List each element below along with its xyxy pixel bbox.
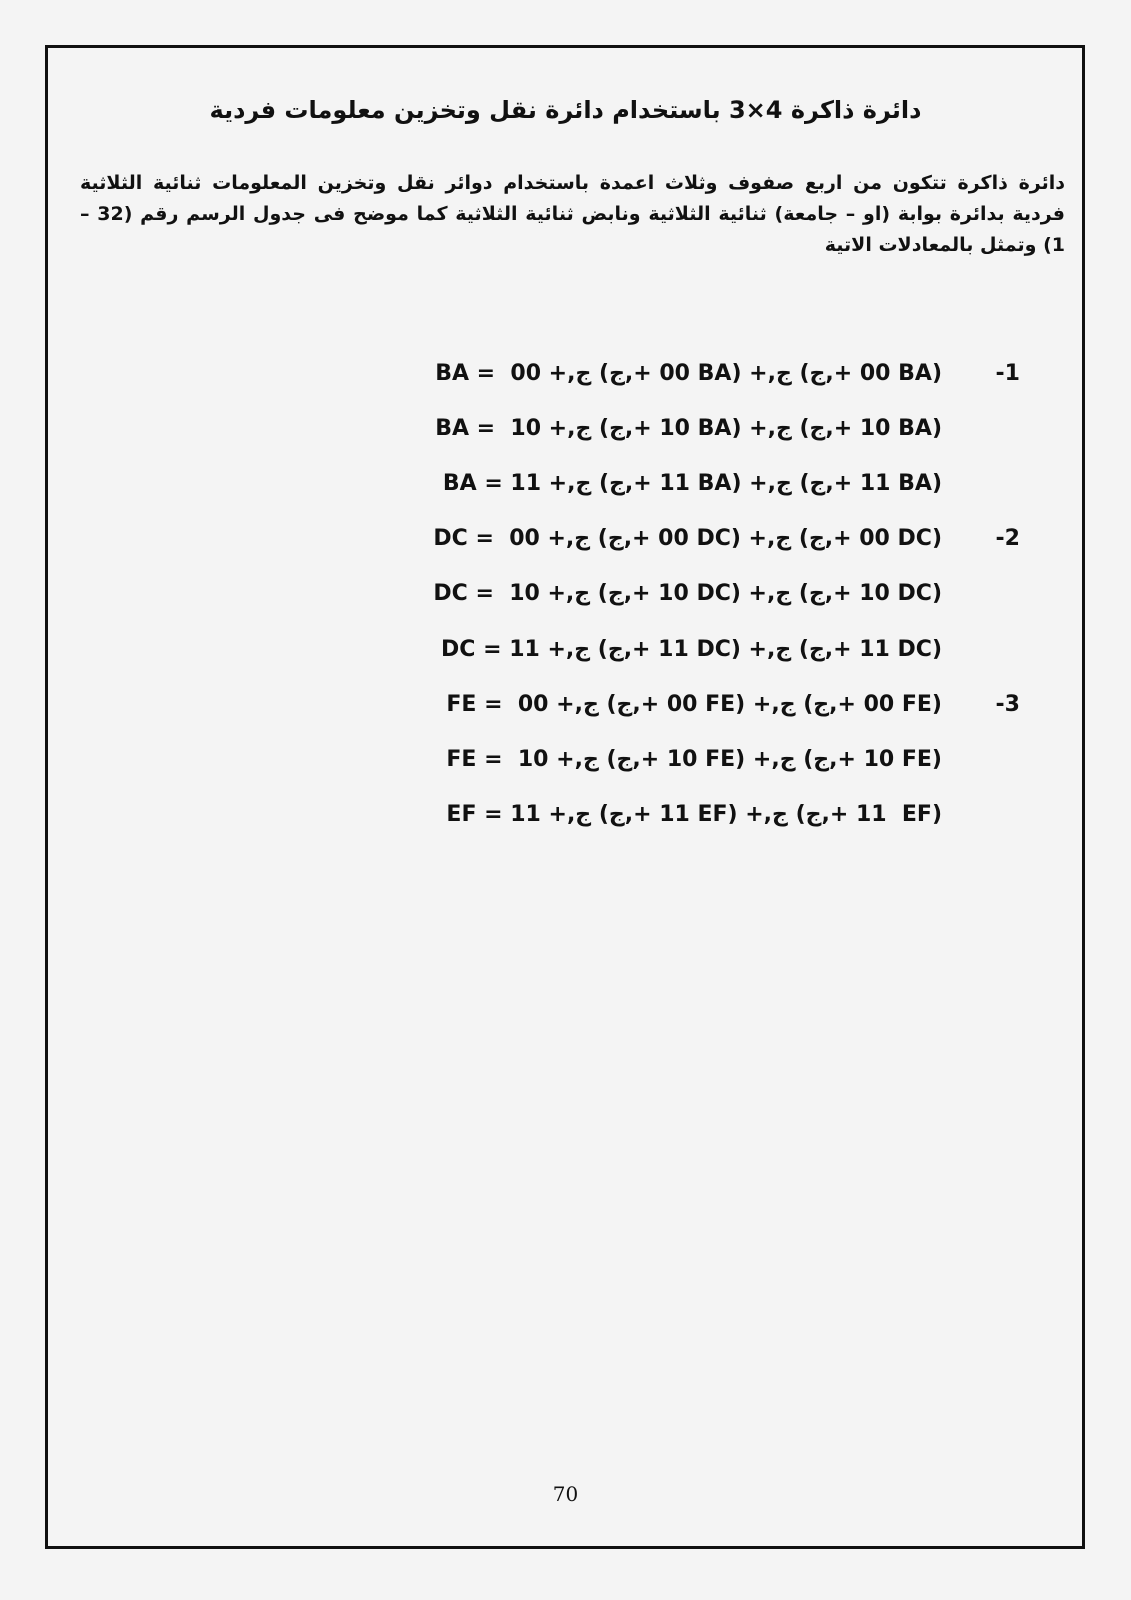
equation-number: -3 — [995, 692, 1020, 717]
equation-row — [446, 795, 1020, 835]
equation-number: -2 — [995, 526, 1020, 551]
page-title: دائرة ذاكرة 4×3 باستخدام دائرة نقل وتخزين معلومات فردية — [209, 96, 922, 124]
equation-row — [433, 574, 1020, 614]
equation-row — [441, 630, 1020, 670]
equation-expression: BA = 00 +,ج (00 +,ج BA) +,ج (00 +,ج BA) — [435, 361, 942, 386]
equation-row — [435, 354, 1020, 394]
equation-expression: DC = 00 +,ج (00 +,ج DC) +,ج (00 +,ج DC) — [433, 526, 942, 551]
equation-expression: BA = 10 +,ج (10 +,ج BA) +,ج (10 +,ج BA) — [435, 416, 942, 441]
equation-row — [446, 685, 1020, 725]
equation-row — [435, 409, 1020, 449]
equation-expression: FE = 00 +,ج (00 +,ج FE) +,ج (00 +,ج FE) — [446, 692, 942, 717]
equation-expression: DC = 10 +,ج (10 +,ج DC) +,ج (10 +,ج DC) — [433, 581, 942, 606]
equation-expression: BA = 11 +,ج (11 +,ج BA) +,ج (11 +,ج BA) — [442, 471, 942, 496]
equation-row — [442, 464, 1020, 504]
equation-row — [446, 740, 1020, 780]
page-number: 70 — [552, 1482, 579, 1506]
equation-expression: DC = 11 +,ج (11 +,ج DC) +,ج (11 +,ج DC) — [441, 637, 942, 662]
equation-expression: FE = 10 +,ج (10 +,ج FE) +,ج (10 +,ج FE) — [446, 747, 942, 772]
equation-number: -1 — [995, 361, 1020, 386]
equation-expression: EF = 11 +,ج (11 +,ج EF) +,ج (11 +,ج EF) — [446, 802, 942, 827]
intro-paragraph: دائرة ذاكرة تتكون من اربع صفوف وثلاث اعمدة باستخدام دوائر نقل وتخزين المعلومات ثنائية الثلاثية فردية بدائرة بوابة (او – جامعة) ثنائية الثلاثية ونابض ثنائية الثلاثية كما موضح فى جدول الرسم رقم (32 – 1) وتمثل بالمعادلات الاتية — [80, 172, 1066, 256]
equation-row — [433, 519, 1020, 559]
